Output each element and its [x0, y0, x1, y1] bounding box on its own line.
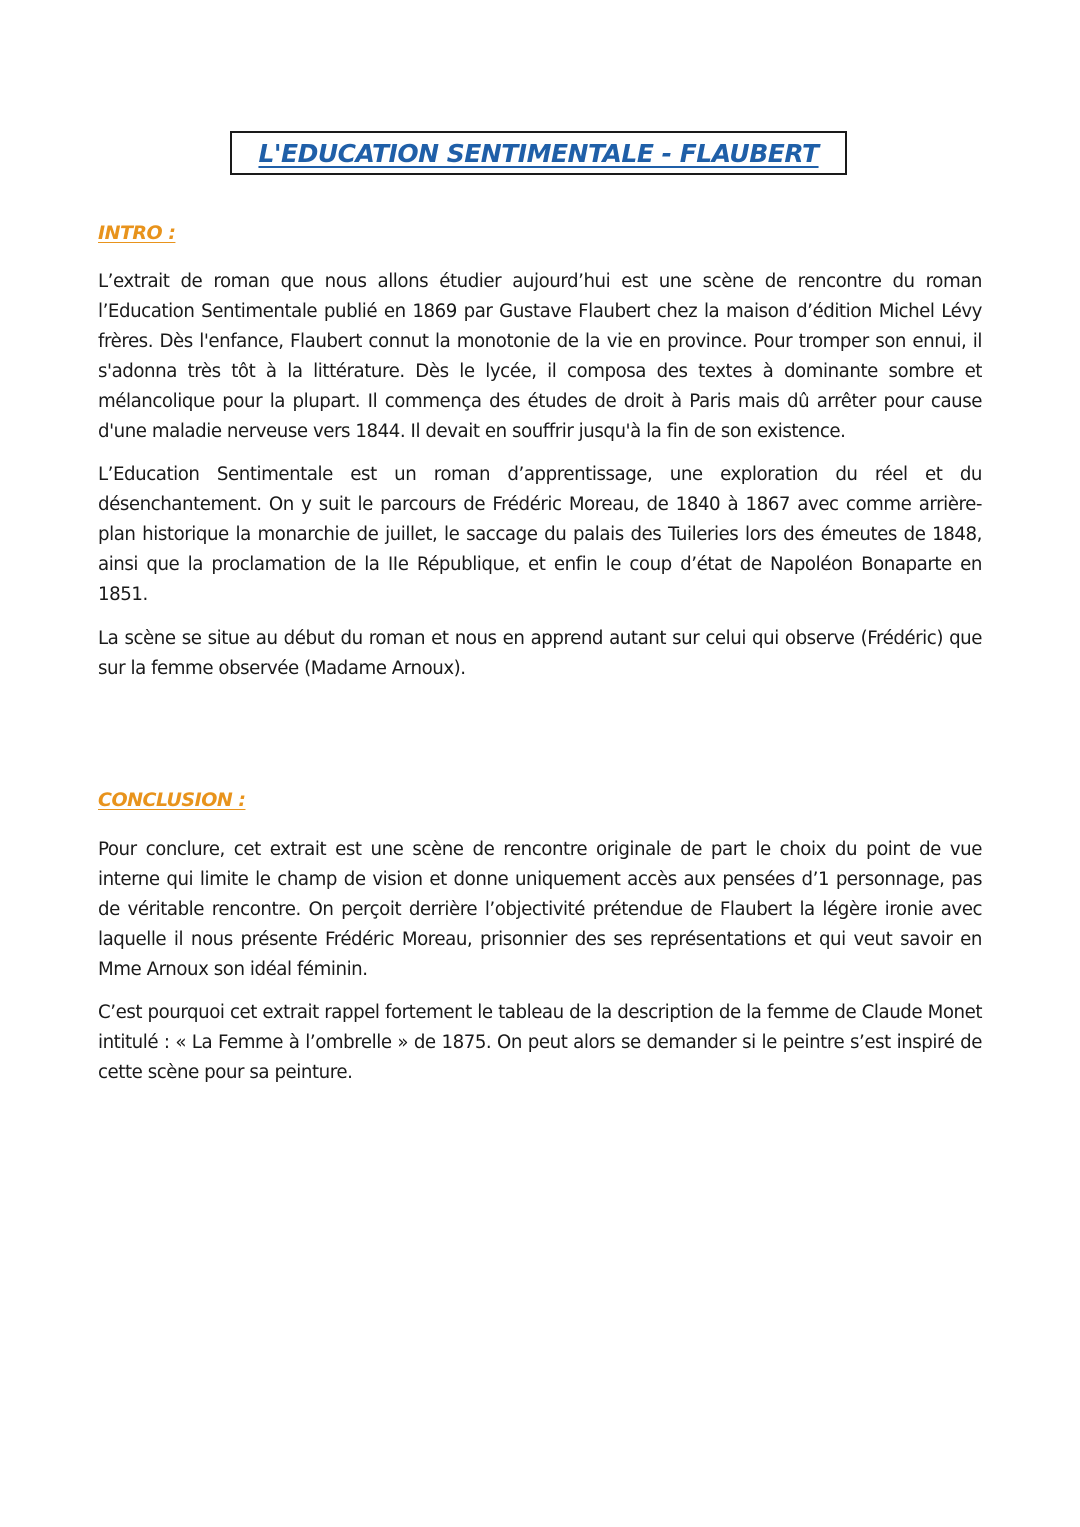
- intro-heading: INTRO :: [98, 222, 176, 244]
- page-title: L'EDUCATION SENTIMENTALE - FLAUBERT: [258, 138, 819, 168]
- intro-paragraph-2: L’Education Sentimentale est un roman d’apprentissage, une exploration du réel et du désenchantement. On y suit le parcours de Frédéric Moreau, de 1840 à 1867 avec comme arrière-plan historique la monarchie de juillet, le saccage du palais des Tuileries lors des émeutes de 1848, ainsi que la proclamation de la IIe République, et enfin le coup d’état de Napoléon Bonaparte en 1851.: [98, 464, 982, 605]
- intro-paragraph-1: L’extrait de roman que nous allons étudier aujourd’hui est une scène de rencontre du roman l’Education Sentimentale publié en 1869 par Gustave Flaubert chez la maison d’édition Michel Lévy frères. Dès l'enfance, Flaubert connut la monotonie de la vie en province. Pour tromper son ennui, il s'adonna très tôt à la littérature. Dès le lycée, il composa des textes à dominante sombre et mélancolique pour la plupart. Il commença des études de droit à Paris mais dû arrêter pour cause d'une maladie nerveuse vers 1844. Il devait en souffrir jusqu'à la fin de son existence.: [98, 271, 982, 442]
- title-box: [230, 131, 847, 175]
- conclusion-paragraph-1: Pour conclure, cet extrait est une scène de rencontre originale de part le choix du point de vue interne qui limite le champ de vision et donne uniquement accès aux pensées d’1 personnage, pas de véritable rencontre. On perçoit derrière l’objectivité prétendue de Flaubert la légère ironie avec laquelle il nous présente Frédéric Moreau, prisonnier des ses représentations et qui veut savoir en Mme Arnoux son idéal féminin.: [98, 839, 982, 980]
- conclusion-paragraph-2: C’est pourquoi cet extrait rappel fortement le tableau de la description de la femme de Claude Monet intitulé : « La Femme à l’ombrelle » de 1875. On peut alors se demander si le peintre s’est inspiré de cette scène pour sa peinture.: [98, 1002, 982, 1083]
- intro-paragraph-3: La scène se situe au début du roman et nous en apprend autant sur celui qui observe (Frédéric) que sur la femme observée (Madame Arnoux).: [98, 628, 982, 679]
- conclusion-heading: CONCLUSION :: [98, 789, 246, 811]
